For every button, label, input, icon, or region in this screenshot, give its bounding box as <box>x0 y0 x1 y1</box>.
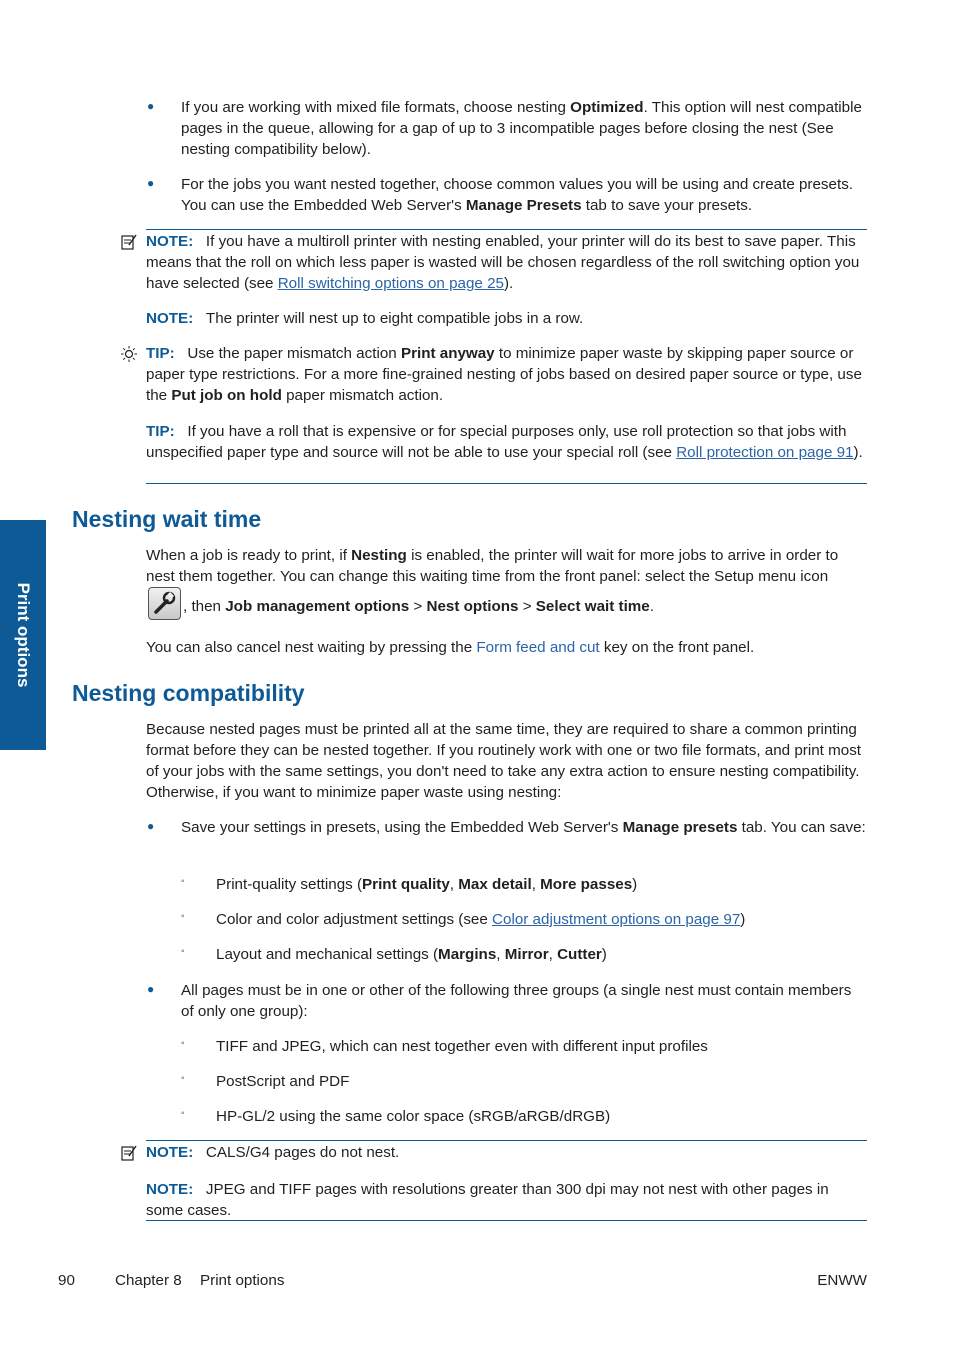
note-icon <box>120 1144 138 1162</box>
sub-bullet-circle: ◦ <box>181 876 185 887</box>
sub-bullet-circle: ◦ <box>181 946 185 957</box>
bullet-dot: ● <box>147 176 155 190</box>
note-text: NOTE: If you have a multiroll printer with nesting enabled, your printer will do its best to save paper. This means that the roll on which less paper is wasted will be chosen regardless of the roll switching option you have selected (see Roll switching options on page 25). <box>146 233 860 292</box>
form-feed-key-name: Form feed and cut <box>476 639 600 656</box>
page-number: 90 <box>58 1272 75 1289</box>
note-icon <box>120 233 138 251</box>
paragraph: When a job is ready to print, if Nesting is enabled, the printer will wait for more jobs to arrive in order to nest them together. You can change this waiting time from the front panel: select the Setup menu icon , then Job management options > Nest options > Select wait time. <box>146 545 867 620</box>
footer-chapter: Chapter 8 <box>115 1272 182 1289</box>
sub-list-item: PostScript and PDF <box>216 1073 350 1090</box>
list-item: If you are working with mixed file formats, choose nesting Optimized. This option will nest compatible pages in the queue, allowing for a gap of up to 3 incompatible pages before closing the nest (See nesting compatibility below). <box>181 99 862 158</box>
sub-bullet-circle: ◦ <box>181 911 185 922</box>
note-rule-bottom <box>146 1220 867 1221</box>
chapter-side-tab <box>0 520 46 750</box>
note-text: NOTE: JPEG and TIFF pages with resolutions greater than 300 dpi may not nest with other pages in some cases. <box>146 1181 829 1219</box>
bullet-dot: ● <box>147 982 155 996</box>
footer-chapter-title: Print options <box>200 1272 285 1289</box>
roll-protection-link[interactable]: Roll protection on page 91 <box>676 444 854 461</box>
paragraph: You can also cancel nest waiting by pressing the Form feed and cut key on the front panel. <box>146 639 755 656</box>
chapter-side-tab-label: Print options <box>14 582 33 688</box>
tip-lightbulb-icon <box>120 345 138 363</box>
footer-locale-code: ENWW <box>817 1272 867 1289</box>
list-item: Save your settings in presets, using the Embedded Web Server's Manage presets tab. You can save: <box>181 819 866 836</box>
note-text: NOTE: The printer will nest up to eight compatible jobs in a row. <box>146 310 584 327</box>
bullet-dot: ● <box>147 99 155 113</box>
tip-rule-bottom <box>146 483 867 484</box>
note-rule-top <box>146 229 867 230</box>
color-adjustment-link[interactable]: Color adjustment options on page 97 <box>492 911 741 928</box>
section-heading-compatibility: Nesting compatibility <box>72 680 305 706</box>
sub-list-item: HP-GL/2 using the same color space (sRGB/aRGB/dRGB) <box>216 1108 611 1125</box>
section-heading-wait-time: Nesting wait time <box>72 506 262 532</box>
tip-text: TIP: Use the paper mismatch action Print anyway to minimize paper waste by skipping paper source or paper type restrictions. For a more fine-grained nesting of jobs based on desired paper source or type, use the Put job on hold paper mismatch action. <box>146 345 862 404</box>
bullet-dot: ● <box>147 819 155 833</box>
sub-bullet-circle: ◦ <box>181 1073 185 1084</box>
sub-list-item: TIFF and JPEG, which can nest together even with different input profiles <box>216 1038 708 1055</box>
note-text: NOTE: CALS/G4 pages do not nest. <box>146 1144 400 1161</box>
sub-bullet-circle: ◦ <box>181 1038 185 1049</box>
sub-list-item: Print-quality settings (Print quality, Max detail, More passes) <box>216 876 638 893</box>
tip-text: TIP: If you have a roll that is expensive or for special purposes only, use roll protection so that jobs with unspecified paper type and source will not be able to use your special roll (see Roll protection on page 91). <box>146 423 863 461</box>
list-item: All pages must be in one or other of the following three groups (a single nest must contain members of only one group): <box>181 982 852 1020</box>
sub-bullet-circle: ◦ <box>181 1108 185 1119</box>
paragraph: Because nested pages must be printed all at the same time, they are required to share a common printing format before they can be nested together. If you routinely work with one or two file formats, and print most of your jobs with the same settings, you don't need to take any extra action to ensure nesting compatibility. Otherwise, if you want to minimize paper waste using nesting: <box>146 721 862 801</box>
sub-list-item: Color and color adjustment settings (see Color adjustment options on page 97) <box>216 911 746 928</box>
list-item: For the jobs you want nested together, choose common values you will be using and create presets. You can use the Embedded Web Server's Manage Presets tab to save your presets. <box>181 176 854 214</box>
setup-wrench-icon <box>148 587 181 620</box>
roll-switching-link[interactable]: Roll switching options on page 25 <box>277 275 504 292</box>
note-rule-top <box>146 1140 867 1141</box>
sub-list-item: Layout and mechanical settings (Margins, Mirror, Cutter) <box>216 946 607 963</box>
